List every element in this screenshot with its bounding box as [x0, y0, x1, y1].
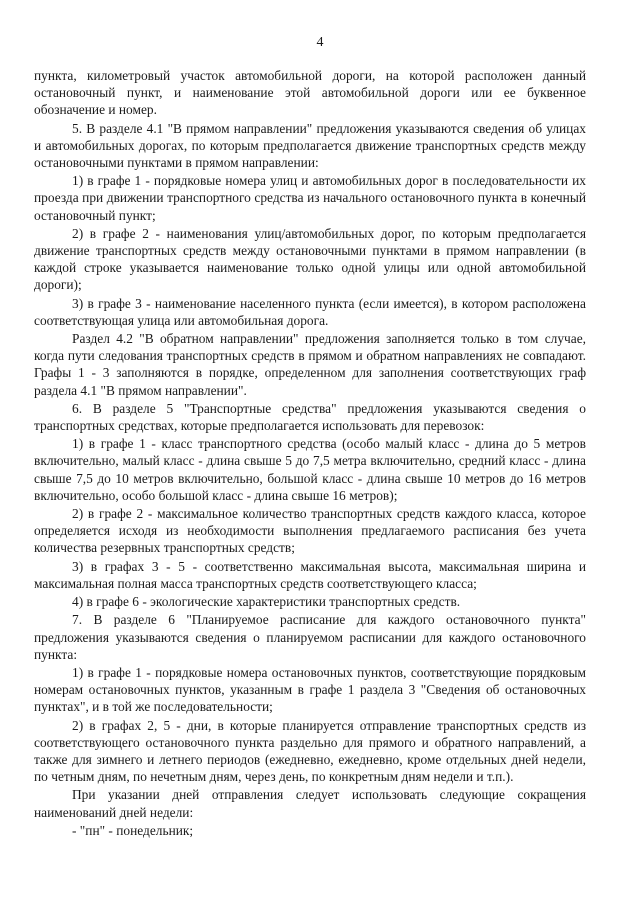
list-item: 1) в графе 1 - порядковые номера улиц и автомобильных дорог в последовательности их проезда при движении транспортного средства из начального остановочного пункта в конечный остановочный пункт;: [34, 173, 586, 223]
list-item: 3) в графе 3 - наименование населенного пункта (если имеется), в котором расположена соответствующая улица или автомобильная дорога.: [34, 295, 586, 328]
document-body: [34, 67, 586, 840]
list-item: 3) в графах 3 - 5 - соответственно максимальная высота, максимальная ширина и максимальная полная масса транспортных средств соответствующего класса;: [34, 558, 586, 591]
paragraph: 7. В разделе 6 "Планируемое расписание для каждого остановочного пункта" предложения указываются сведения о планируемом расписании для каждого остановочного пункта:: [34, 612, 586, 662]
list-item: 4) в графе 6 - экологические характеристики транспортных средств.: [72, 594, 461, 610]
paragraph: При указании дней отправления следует использовать следующие сокращения наименований дней недели:: [34, 787, 586, 820]
list-item: - "пн" - понедельник;: [72, 822, 194, 838]
list-item: 1) в графе 1 - класс транспортного средства (особо малый класс - длина до 5 метров включительно, малый класс - длина свыше 5 до 7,5 метра включительно, средний класс - длина свыше 7,5 до 10 метров включительно, большой класс - длина свыше 10 метров до 16 метров включительно, особо большой класс - длина свыше 16 метров);: [34, 436, 586, 503]
list-item: 2) в графе 2 - максимальное количество транспортных средств каждого класса, которое определяется исходя из необходимости выполнения предлагаемого расписания без учета количества резервных транспортных средств;: [34, 506, 586, 556]
list-item: 1) в графе 1 - порядковые номера остановочных пунктов, соответствующие порядковым номерам остановочных пунктов, указанным в графе 1 раздела 3 "Сведения об остановочных пунктах", и в той же последовательности;: [34, 664, 586, 715]
list-item: 2) в графе 2 - наименования улиц/автомобильных дорог, по которым предполагается движение транспортных средств между остановочными пунктами в прямом направлении (в каждой строке указывается наименование только одной улицы или одной автомобильной дороги);: [34, 225, 586, 293]
paragraph: пункта, километровый участок автомобильной дороги, на которой расположен данный остановочный пункт, и наименование этой автомобильной дороги или ее буквенное обозначение и номер.: [34, 68, 586, 118]
paragraph: 5. В разделе 4.1 "В прямом направлении" предложения указываются сведения об улицах и автомобильных дорогах, по которым предполагается движение транспортных средств между остановочными пунктами в прямом направлении:: [34, 120, 586, 171]
page-number: 4: [316, 35, 324, 50]
paragraph: 6. В разделе 5 "Транспортные средства" предложения указываются сведения о транспортных средствах, которые предполагается использовать для перевозок:: [34, 400, 586, 434]
list-item: 2) в графах 2, 5 - дни, в которые планируется отправление транспортных средств из соответствующего остановочного пункта раздельно для прямого и обратного направлений, а также для зимнего и летнего периодов (ежедневно, ежедневно, кроме отдельных дней недели, по четным дням, по нечетным дням, через день, по конкретным дням недели и т.п.).: [34, 717, 586, 785]
paragraph: Раздел 4.2 "В обратном направлении" предложения заполняется только в том случае, когда пути следования транспортных средств в прямом и обратном направлениях не совпадают. Графы 1 - 3 заполняются в порядке, определенном для заполнения соответствующих граф раздела 4.1 "В прямом направлении".: [34, 331, 586, 398]
